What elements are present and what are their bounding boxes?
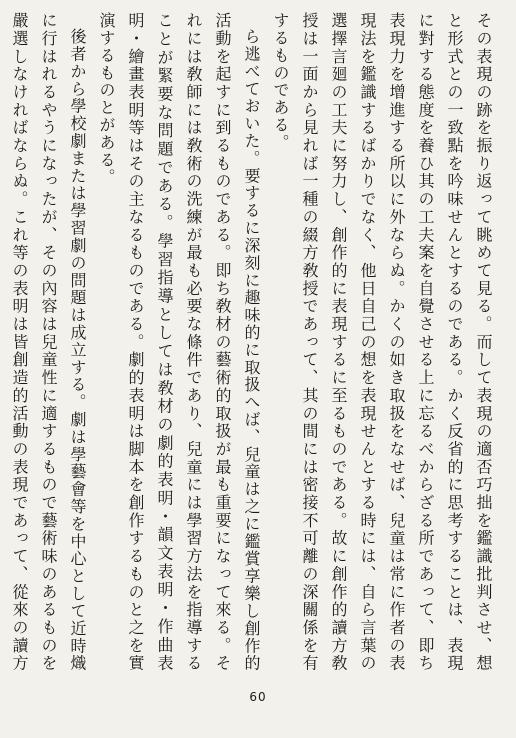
paragraph-2: ら逃べておいた。要するに深刻に趣味的に取扱へば、兒童は之に鑑賞享樂し創作的活動を起すに到るものである。即ち敎材の藝術的取扱が最も重要になって來る。それには敎師には敎術の洗練が最も必要な條件であり、兒童には學習方法を指導することが緊要な問題である。學習指導としては敎材の劇的表明・韻文表明・作曲表明・繪畫表明等はその主なるものである。劇的表明は脚本を創作するものと之を實演するものとがある。 bbox=[97, 12, 261, 672]
paragraph-3: 後者から學校劇または學習劇の問題は成立する。劇は學藝會等を中心として近時熾に行はれるやうになったが、その內容は兒童性に適するもので藝術味のあるものを嚴選しなければならぬ。これ等の表明は皆創造的活動の表現であって、從來の讀方 bbox=[10, 12, 87, 672]
paragraph-1: その表現の跡を振り返って眺めて見る。而して表現の適否巧拙を鑑識批判させ、想と形式との一致點を吟味せんとするのである。かく反省的に思考することは、表現に對する態度を養ひ其の工夫案を自覺させる上に忘るべからざる所であって、即ち表現力を增進する所以に外ならぬ。かくの如き取扱をなせば、兒童は常に作者の表現法を鑑識するばかりでなく、他日自己の想を表現せんとする時には、自ら言葉の選擇言廻の工夫に努力し、創作的に表現するに至るものである。故に創作的讀方敎授は一面から見れば一種の綴方敎授であって、其の間には密接不可離の深關係を有するものである。 bbox=[271, 12, 493, 672]
page-number: 60 bbox=[249, 690, 267, 704]
vertical-text-block bbox=[10, 12, 498, 672]
